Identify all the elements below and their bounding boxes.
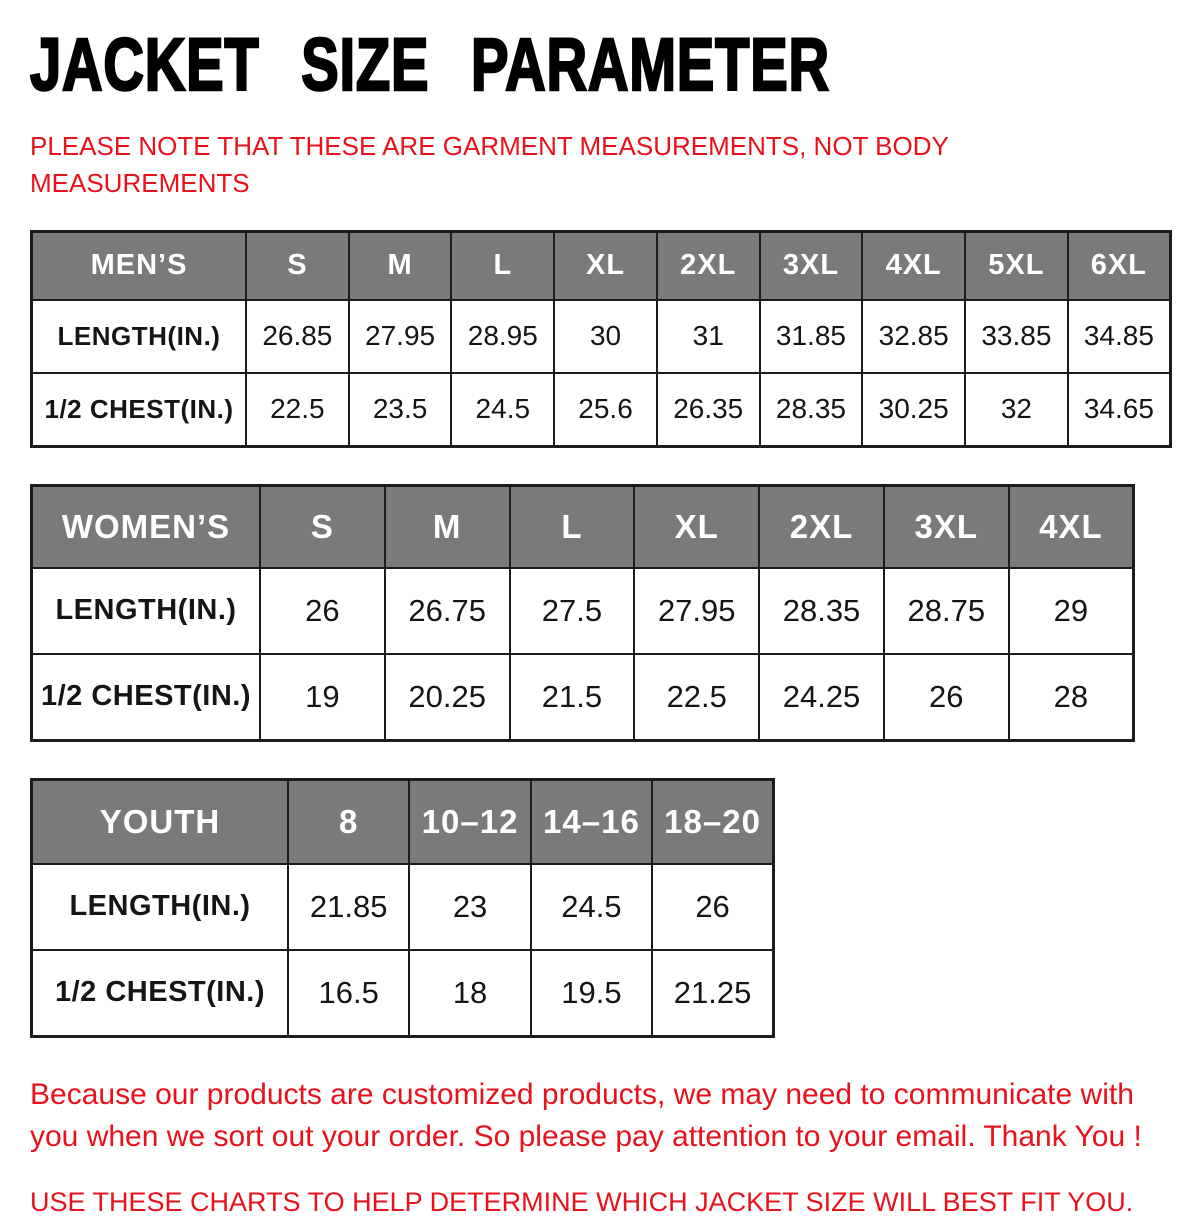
size-header-cell: XL (634, 485, 759, 568)
value-cell: 28.75 (884, 568, 1009, 654)
value-cell: 34.65 (1068, 373, 1171, 447)
row-label-cell: 1/2 CHEST(IN.) (32, 950, 289, 1037)
value-cell: 34.85 (1068, 300, 1171, 373)
row-label-cell: LENGTH(IN.) (32, 864, 289, 950)
size-header-cell: 8 (288, 779, 409, 864)
value-cell: 26.85 (246, 300, 349, 373)
value-cell: 26 (260, 568, 385, 654)
size-header-cell: 4XL (862, 231, 965, 300)
table-row (32, 568, 1134, 654)
youth-size-table (30, 778, 775, 1038)
value-cell: 27.5 (510, 568, 635, 654)
value-cell: 27.95 (634, 568, 759, 654)
value-cell: 21.25 (652, 950, 773, 1037)
table-row (32, 654, 1134, 741)
value-cell: 27.95 (349, 300, 452, 373)
size-header-cell: S (246, 231, 349, 300)
mens-table-title-cell: MEN’S (32, 231, 247, 300)
value-cell: 21.5 (510, 654, 635, 741)
chart-usage-hint: USE THESE CHARTS TO HELP DETERMINE WHICH JACKET SIZE WILL BEST FIT YOU. (30, 1187, 1134, 1217)
size-header-cell: 2XL (759, 485, 884, 568)
value-cell: 32 (965, 373, 1068, 447)
value-cell: 28.95 (451, 300, 554, 373)
mens-size-table-section (30, 230, 1172, 448)
table-row (32, 373, 1171, 447)
value-cell: 28.35 (759, 568, 884, 654)
table-row (32, 950, 774, 1037)
value-cell: 26 (884, 654, 1009, 741)
mens-header-row (32, 231, 1171, 300)
womens-size-table-section (30, 484, 1135, 742)
size-header-cell: S (260, 485, 385, 568)
value-cell: 32.85 (862, 300, 965, 373)
value-cell: 30 (554, 300, 657, 373)
size-header-cell: 2XL (657, 231, 760, 300)
value-cell: 21.85 (288, 864, 409, 950)
value-cell: 24.5 (451, 373, 554, 447)
value-cell: 16.5 (288, 950, 409, 1037)
value-cell: 22.5 (634, 654, 759, 741)
value-cell: 23 (409, 864, 530, 950)
size-header-cell: XL (554, 231, 657, 300)
size-header-cell: M (385, 485, 510, 568)
womens-table-title-cell: WOMEN’S (32, 485, 261, 568)
row-label-cell: LENGTH(IN.) (32, 568, 261, 654)
row-label-cell: 1/2 CHEST(IN.) (32, 373, 247, 447)
table-row (32, 864, 774, 950)
size-header-cell: 3XL (884, 485, 1009, 568)
value-cell: 22.5 (246, 373, 349, 447)
value-cell: 24.5 (531, 864, 652, 950)
value-cell: 28.35 (760, 373, 863, 447)
value-cell: 29 (1009, 568, 1134, 654)
size-header-cell: 5XL (965, 231, 1068, 300)
page-title: JACKET SIZE PARAMETER (30, 23, 830, 106)
size-header-cell: 4XL (1009, 485, 1134, 568)
size-header-cell: M (349, 231, 452, 300)
size-header-cell: L (451, 231, 554, 300)
value-cell: 28 (1009, 654, 1134, 741)
value-cell: 26.35 (657, 373, 760, 447)
value-cell: 33.85 (965, 300, 1068, 373)
value-cell: 31.85 (760, 300, 863, 373)
youth-size-table-section (30, 778, 775, 1038)
size-header-cell: 18–20 (652, 779, 773, 864)
value-cell: 18 (409, 950, 530, 1037)
value-cell: 31 (657, 300, 760, 373)
value-cell: 20.25 (385, 654, 510, 741)
row-label-cell: 1/2 CHEST(IN.) (32, 654, 261, 741)
womens-size-table (30, 484, 1135, 742)
youth-header-row (32, 779, 774, 864)
mens-size-table (30, 230, 1172, 448)
value-cell: 26 (652, 864, 773, 950)
size-header-cell: 3XL (760, 231, 863, 300)
size-header-cell: 6XL (1068, 231, 1171, 300)
womens-header-row (32, 485, 1134, 568)
value-cell: 19.5 (531, 950, 652, 1037)
customization-notice: Because our products are customized products, we may need to communicate with you when we sort out your order. So please pay attention to your email. Thank You ! (30, 1077, 1142, 1154)
value-cell: 30.25 (862, 373, 965, 447)
size-header-cell: L (510, 485, 635, 568)
size-header-cell: 14–16 (531, 779, 652, 864)
garment-measurement-note: PLEASE NOTE THAT THESE ARE GARMENT MEASUREMENTS, NOT BODY MEASUREMENTS (30, 131, 949, 198)
table-row (32, 300, 1171, 373)
youth-table-title-cell: YOUTH (32, 779, 289, 864)
value-cell: 26.75 (385, 568, 510, 654)
size-header-cell: 10–12 (409, 779, 530, 864)
value-cell: 19 (260, 654, 385, 741)
value-cell: 24.25 (759, 654, 884, 741)
value-cell: 23.5 (349, 373, 452, 447)
row-label-cell: LENGTH(IN.) (32, 300, 247, 373)
value-cell: 25.6 (554, 373, 657, 447)
